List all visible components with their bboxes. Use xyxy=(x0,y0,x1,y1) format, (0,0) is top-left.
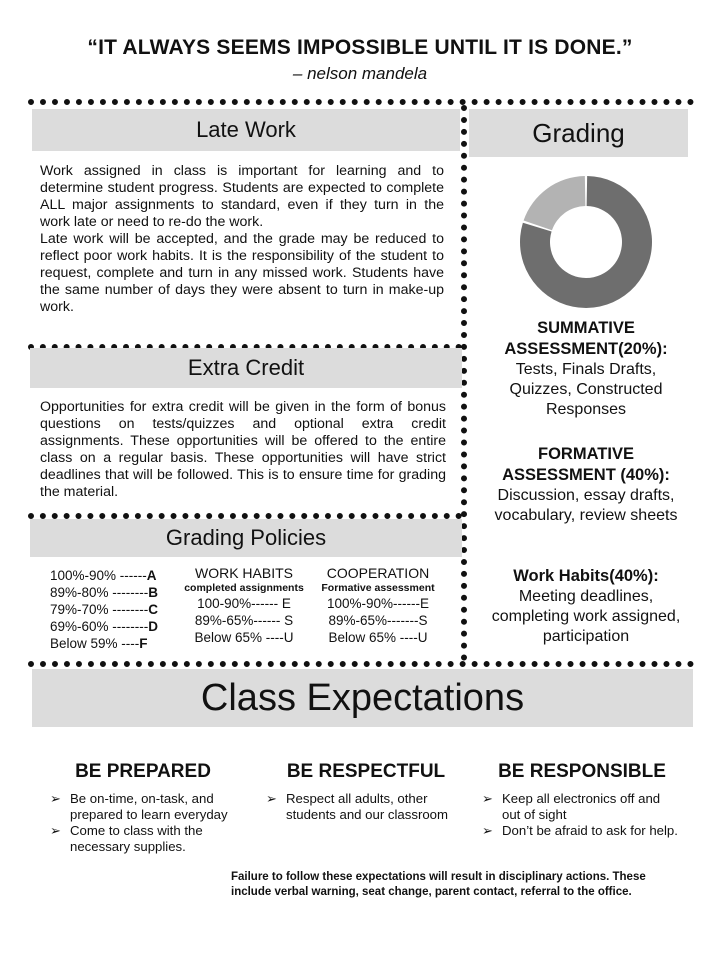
work-habits-title: WORK HABITS xyxy=(194,565,293,581)
letter-grade-row: 100%-90% ------A xyxy=(50,568,157,583)
list-item: ➢ Keep all electronics off and out of sight xyxy=(482,791,661,822)
letter-grade-row: 79%-70% --------C xyxy=(50,602,159,617)
work-habits-row: 100-90%------ E xyxy=(197,596,291,611)
late-work-text xyxy=(40,163,444,316)
expectations-note: Failure to follow these expectations will result in disciplinary actions. These include verbal warning, seat change, parent contact, referral to the office. xyxy=(231,871,646,898)
be-prepared-list xyxy=(50,791,236,855)
be-responsible-heading: BE RESPONSIBLE xyxy=(498,761,666,782)
formative-text: Discussion, essay drafts, vocabulary, review sheets xyxy=(494,487,678,524)
be-prepared-heading: BE PREPARED xyxy=(75,761,211,782)
work-habits-heading: Work Habits(40%): xyxy=(513,567,659,585)
work-habits-scale xyxy=(178,565,310,646)
arrow-bullet-icon: ➢ xyxy=(50,823,62,838)
arrow-bullet-icon: ➢ xyxy=(50,791,62,806)
cooperation-title: COOPERATION xyxy=(326,565,430,581)
late-work-paragraph-2: Late work will be accepted, and the grade may be reduced to reflect poor work habits. It is the responsibility of the student to request, complete and turn in any missed work. Students have the same number of days they were absent to turn in make-up work. xyxy=(40,231,444,315)
quote-author: – nelson mandela xyxy=(292,64,428,83)
extra-credit-title: Extra Credit xyxy=(30,348,462,388)
expectations-divider xyxy=(28,661,694,667)
cooperation-row: Below 65% ----U xyxy=(328,630,428,645)
cooperation-row: 89%-65%-------S xyxy=(328,613,428,628)
top-divider xyxy=(28,99,694,105)
letter-grade-row: 89%-80% --------B xyxy=(50,585,159,600)
class-expectations-title: Class Expectations xyxy=(32,669,693,727)
summative-heading: SUMMATIVE ASSESSMENT(20%): xyxy=(504,319,668,358)
list-item: ➢ Be on-time, on-task, and prepared to learn everyday xyxy=(50,791,228,822)
grading-donut-chart xyxy=(519,175,653,309)
formative-block xyxy=(492,444,680,526)
work-habits-row: 89%-65%------ S xyxy=(194,613,294,628)
work-habits-block xyxy=(488,566,684,647)
cooperation-row: 100%-90%------E xyxy=(326,596,430,611)
quote: “IT ALWAYS SEEMS IMPOSSIBLE UNTIL IT IS DONE.” xyxy=(87,36,633,59)
grading-title: Grading xyxy=(469,109,688,157)
be-prepared-column xyxy=(50,761,236,855)
list-item: ➢ Come to class with the necessary supplies. xyxy=(50,823,203,854)
letter-grade-row: Below 59% ----F xyxy=(50,636,148,651)
letter-grade-scale xyxy=(50,567,158,652)
be-respectful-list xyxy=(266,791,466,823)
list-item: ➢ Respect all adults, other students and our classroom xyxy=(266,791,448,822)
be-respectful-heading: BE RESPECTFUL xyxy=(286,761,446,782)
late-work-title: Late Work xyxy=(32,109,460,151)
work-habits-row: Below 65% ----U xyxy=(194,630,294,645)
extra-credit-text: Opportunities for extra credit will be given in the form of bonus questions on tests/quizzes and optional extra credit assignments. These opportunities will be offered to the entire class on a regular basis. These opportunities will have strict deadlines that will be followed. This is to ensure time for grading the material. xyxy=(40,399,446,500)
arrow-bullet-icon: ➢ xyxy=(482,791,494,806)
summative-block xyxy=(492,318,680,420)
list-item: ➢ Don’t be afraid to ask for help. xyxy=(482,823,678,838)
donut-slice-1 xyxy=(524,176,586,230)
cooperation-scale xyxy=(316,565,440,646)
summative-text: Tests, Finals Drafts, Quizzes, Constructed Responses xyxy=(509,361,663,418)
arrow-bullet-icon: ➢ xyxy=(266,791,278,806)
letter-grade-row: 69%-60% --------D xyxy=(50,619,159,634)
be-responsible-list xyxy=(482,791,682,839)
be-responsible-column xyxy=(482,761,682,839)
arrow-bullet-icon: ➢ xyxy=(482,823,494,838)
grading-policies-title: Grading Policies xyxy=(30,519,462,557)
be-respectful-column xyxy=(266,761,466,823)
work-habits-text: Meeting deadlines, completing work assigned, participation xyxy=(491,588,681,645)
formative-heading: FORMATIVE ASSESSMENT (40%): xyxy=(502,445,670,484)
cooperation-subtitle: Formative assessment xyxy=(321,582,435,594)
late-work-paragraph-1: Work assigned in class is important for learning and to determine student progress. Students are expected to complete ALL major assignments to standard, even if they turn in the work late or need to re-do the work. xyxy=(40,163,444,230)
work-habits-subtitle: completed assignments xyxy=(184,582,304,594)
